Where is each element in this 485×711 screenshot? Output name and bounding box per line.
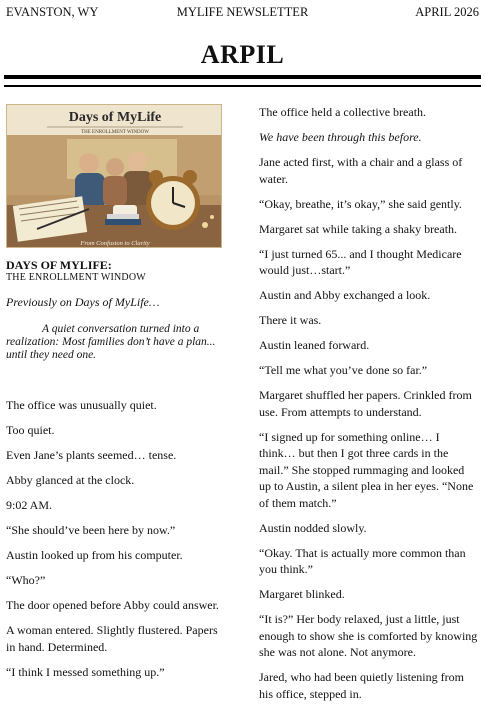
story-right <box>259 104 479 702</box>
story-paragraph: “Okay, breathe, it’s okay,” she said gently. <box>259 196 462 211</box>
story-paragraph: “I signed up for something online… I think… but then I got three cards in the mail.” She stopped rummaging and looked up to Austin, a silent plea in her eyes. “None of them match.” <box>259 429 474 510</box>
story-paragraph: “She should’ve been here by now.” <box>6 523 176 537</box>
hero-headline: Days of MyLife <box>68 110 162 125</box>
story-paragraph: Abby glanced at the clock. <box>6 473 135 487</box>
story-paragraph: “Who?” <box>6 573 46 587</box>
hero-image <box>6 104 222 248</box>
story-paragraph: The office was unusually quiet. <box>6 398 157 412</box>
story-paragraph: “Okay. That is actually more common than you think.” <box>259 545 466 576</box>
story-paragraph: Austin nodded slowly. <box>259 520 367 535</box>
right-column <box>259 104 479 711</box>
section-subtitle: THE ENROLLMENT WINDOW <box>6 272 146 283</box>
masthead-location: EVANSTON, WY <box>6 5 99 19</box>
story-paragraph: The door opened before Abby could answer. <box>6 598 219 612</box>
story-left <box>6 397 222 680</box>
story-paragraph: Jane acted first, with a chair and a glass of water. <box>259 155 463 186</box>
teaser: A quiet conversation turned into a realization: Most families don’t have a plan... until they need one. <box>6 323 216 361</box>
story-paragraph: “Tell me what you’ve done so far.” <box>259 363 428 377</box>
story-paragraph: “I just turned 65... and I thought Medicare would just…start.” <box>259 246 462 277</box>
story-paragraph: “I think I messed something up.” <box>6 664 165 679</box>
story-paragraph: 9:02 AM. <box>6 498 53 512</box>
hero-subhead: THE ENROLLMENT WINDOW <box>81 130 149 135</box>
story-paragraph: Austin and Abby exchanged a look. <box>259 288 431 302</box>
story-paragraph: Too quiet. <box>6 423 55 437</box>
title-rule-thin <box>4 85 481 87</box>
issue-title: ARPIL <box>200 40 285 69</box>
story-paragraph: We have been through this before. <box>259 130 422 144</box>
title-rule-thick <box>4 75 481 79</box>
story-paragraph: “It is?” Her body relaxed, just a little, just enough to show she is comforted by knowing she was not alone. Not anymore. <box>259 612 478 659</box>
story-paragraph: Margaret shuffled her papers. Crinkled from use. From attempts to understand. <box>259 388 472 419</box>
hero-tagline: From Confusion to Clarity <box>80 240 150 247</box>
story-paragraph: Margaret blinked. <box>259 587 345 601</box>
story-paragraph: Austin leaned forward. <box>259 338 370 352</box>
story-paragraph: Jared, who had been quietly listening from his office, stepped in. <box>259 670 464 701</box>
story-paragraph: A woman entered. Slightly flustered. Papers in hand. Determined. <box>6 623 218 654</box>
masthead-newsletter-name: MYLIFE NEWSLETTER <box>176 5 309 19</box>
section-title: DAYS OF MYLIFE: <box>6 258 112 272</box>
left-column <box>6 104 222 689</box>
hero-illustration <box>7 105 222 248</box>
masthead-date: APRIL 2026 <box>415 5 479 19</box>
story-paragraph: Austin looked up from his computer. <box>6 548 183 562</box>
story-paragraph: Even Jane’s plants seemed… tense. <box>6 448 177 462</box>
masthead <box>6 5 479 23</box>
story-paragraph: Margaret sat while taking a shaky breath. <box>259 221 458 236</box>
story-paragraph: The office held a collective breath. <box>259 105 427 119</box>
previously-line: Previously on Days of MyLife… <box>6 295 160 309</box>
story-paragraph: There it was. <box>259 313 322 327</box>
